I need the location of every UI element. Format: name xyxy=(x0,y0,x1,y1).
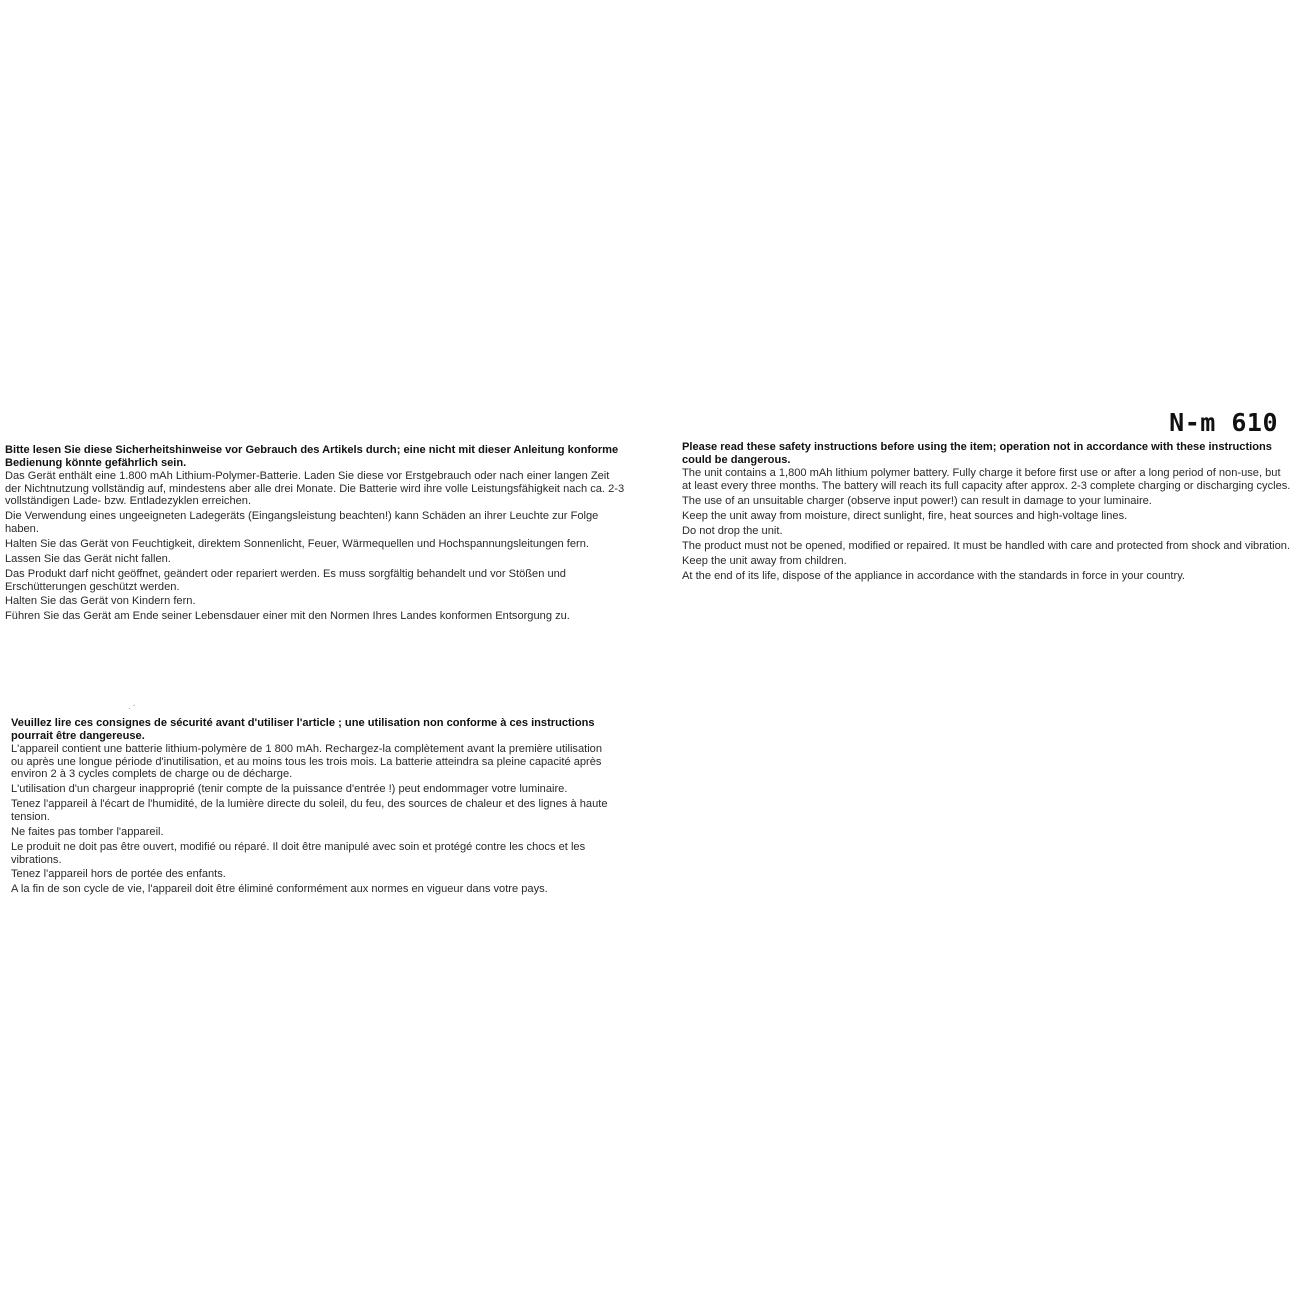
german-instruction-charger: Die Verwendung eines ungeeigneten Ladegeräts (Eingangsleistung beachten!) kann Schäden an ihrer Leuchte zur Folge haben. xyxy=(5,510,599,535)
german-instruction-drop: Lassen Sie das Gerät nicht fallen. xyxy=(5,552,171,565)
french-safety-instructions xyxy=(11,717,616,898)
french-instruction-moisture: Tenez l'appareil à l'écart de l'humidité, de la lumière directe du soleil, du feu, des sources de chaleur et des lignes à haute tension. xyxy=(11,798,608,823)
german-instruction-disposal: Führen Sie das Gerät am Ende seiner Lebensdauer einer mit den Normen Ihres Landes konformen Entsorgung zu. xyxy=(5,610,570,623)
german-instruction-moisture: Halten Sie das Gerät von Feuchtigkeit, direktem Sonnenlicht, Feuer, Wärmequellen und Hochspannungsleitungen fern. xyxy=(5,537,589,550)
german-instruction-open: Das Produkt darf nicht geöffnet, geändert oder repariert werden. Es muss sorgfältig behandelt und vor Stößen und Erschütterungen geschützt werden. xyxy=(5,567,566,593)
french-instruction-charger: L'utilisation d'un chargeur inapproprié (tenir compte de la puissance d'entrée !) peut endommager votre luminaire. xyxy=(11,783,568,796)
scan-mark: · ´ xyxy=(128,704,136,713)
french-instruction-open: Le produit ne doit pas être ouvert, modifié ou réparé. Il doit être manipulé avec soin et protégé contre les chocs et les vibrations. xyxy=(11,840,586,866)
french-instruction-disposal: A la fin de son cycle de vie, l'appareil doit être éliminé conformément aux normes en vigueur dans votre pays. xyxy=(11,883,548,896)
french-heading: Veuillez lire ces consignes de sécurité avant d'utiliser l'article ; une utilisation non conforme à ces instructions pourrait être dangereuse. xyxy=(11,717,595,742)
french-instruction-children: Tenez l'appareil hors de portée des enfants. xyxy=(11,868,226,881)
english-instruction-disposal: At the end of its life, dispose of the appliance in accordance with the standards in force in your country. xyxy=(682,569,1185,582)
english-instruction-battery: The unit contains a 1,800 mAh lithium polymer battery. Fully charge it before first use or after a long period of non-use, but at least every three months. The battery will reach its full capacity after approx. 2-3 complete charging or discharging cycles. xyxy=(682,467,1291,492)
french-instruction-drop: Ne faites pas tomber l'appareil. xyxy=(11,825,164,838)
english-instruction-children: Keep the unit away from children. xyxy=(682,554,847,567)
english-instruction-charger: The use of an unsuitable charger (observe input power!) can result in damage to your luminaire. xyxy=(682,494,1152,507)
english-instruction-moisture: Keep the unit away from moisture, direct sunlight, fire, heat sources and high-voltage lines. xyxy=(682,509,1128,522)
english-instruction-open: The product must not be opened, modified or repaired. It must be handled with care and protected from shock and vibration. xyxy=(682,539,1291,552)
english-instruction-drop: Do not drop the unit. xyxy=(682,524,783,537)
english-heading: Please read these safety instructions before using the item; operation not in accordance with these instructions could be dangerous. xyxy=(682,441,1272,466)
german-safety-instructions xyxy=(5,444,627,625)
german-instruction-battery: Das Gerät enthält eine 1.800 mAh Lithium-Polymer-Batterie. Laden Sie diese vor Erstgebrauch oder nach einer langen Zeit der Nichtnutzung vollständig auf, mindestens aber alle drei Monate. Die Batterie wird ihre volle Leistungsfähigkeit nach ca. 2-3 vollständigen Lade- bzw. Entladezyklen erreichen. xyxy=(5,470,625,508)
model-number: N-m 610 xyxy=(1169,408,1278,437)
french-instruction-battery: L'appareil contient une batterie lithium-polymère de 1 800 mAh. Rechargez-la complètement avant la première utilisation ou après une longue période d'inutilisation, et au moins tous les trois mois. La batterie atteindra sa pleine capacité après environ 2 à 3 cycles complets de charge ou de décharge. xyxy=(11,743,603,781)
english-safety-instructions xyxy=(682,441,1292,585)
german-heading: Bitte lesen Sie diese Sicherheitshinweise vor Gebrauch des Artikels durch; eine nicht mit dieser Anleitung konforme Bedienung könnte gefährlich sein. xyxy=(5,444,619,469)
german-instruction-children: Halten Sie das Gerät von Kindern fern. xyxy=(5,595,196,608)
